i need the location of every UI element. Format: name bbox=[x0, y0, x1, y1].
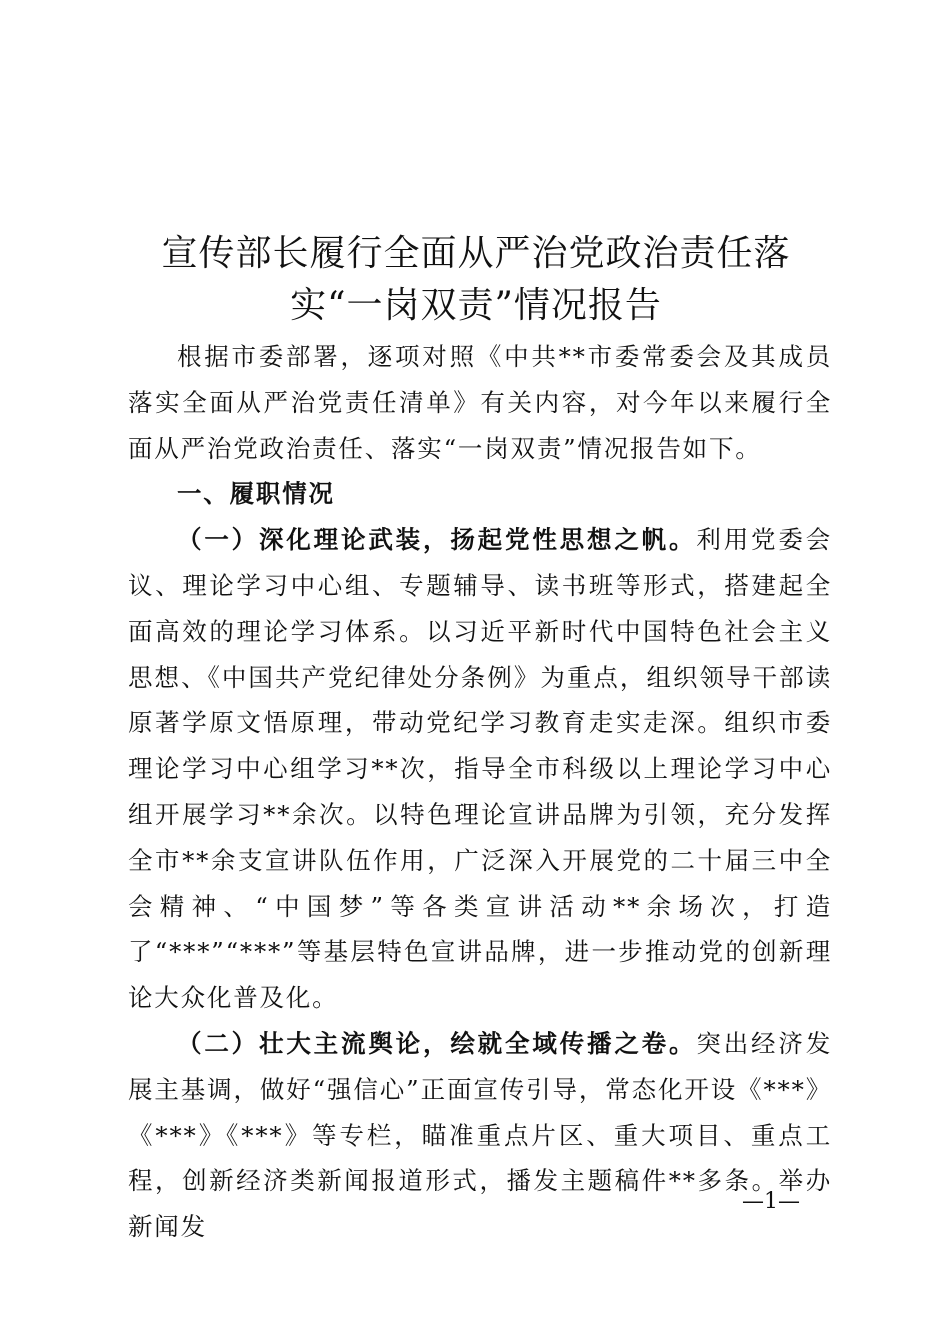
page-number: —1— bbox=[742, 1189, 800, 1214]
item-paragraph-1 bbox=[128, 517, 832, 1021]
item-paragraph-2 bbox=[128, 1021, 832, 1250]
document-title: 宣传部长履行全面从严治党政治责任落实“一岗双责”情况报告 bbox=[161, 233, 791, 326]
intro-paragraph: 根据市委部署，逐项对照《中共**市委常委会及其成员落实全面从严治党责任清单》有关内容，对今年以来履行全面从严治党政治责任、落实“一岗双责”情况报告如下。 bbox=[128, 342, 832, 463]
section-heading-performance: 一、履职情况 bbox=[177, 479, 335, 509]
item-1-body: 利用党委会议、理论学习中心组、专题辅导、读书班等形式，搭建起全面高效的理论学习体系。以习近平新时代中国特色社会主义思想、《中国共产党纪律处分条例》为重点，组织领导干部读原著学原文悟原理，带动党纪学习教育走实走深。组织市委理论学习中心组学习**次，指导全市科级以上理论学习中心组开展学习**余次。以特色理论宣讲品牌为引领，充分发挥全市**余支宣讲队伍作用，广泛深入开展党的二十届三中全会精神、“中国梦”等各类宣讲活动**余场次，打造了“***”“***”等基层特色宣讲品牌，进一步推动党的创新理论大众化普及化。 bbox=[128, 525, 832, 1013]
document-body bbox=[128, 334, 832, 1250]
item-1-lead: （一）深化理论武装，扬起党性思想之帆。 bbox=[177, 525, 697, 555]
item-2-lead: （二）壮大主流舆论，绘就全域传播之卷。 bbox=[177, 1028, 697, 1058]
item-2-body: 突出经济发展主基调，做好“强信心”正面宣传引导，常态化开设《***》《***》《***》等专栏，瞄准重点片区、重大项目、重点工程，创新经济类新闻报道形式，播发主题稿件**多条。举办新闻发 bbox=[128, 1028, 832, 1242]
